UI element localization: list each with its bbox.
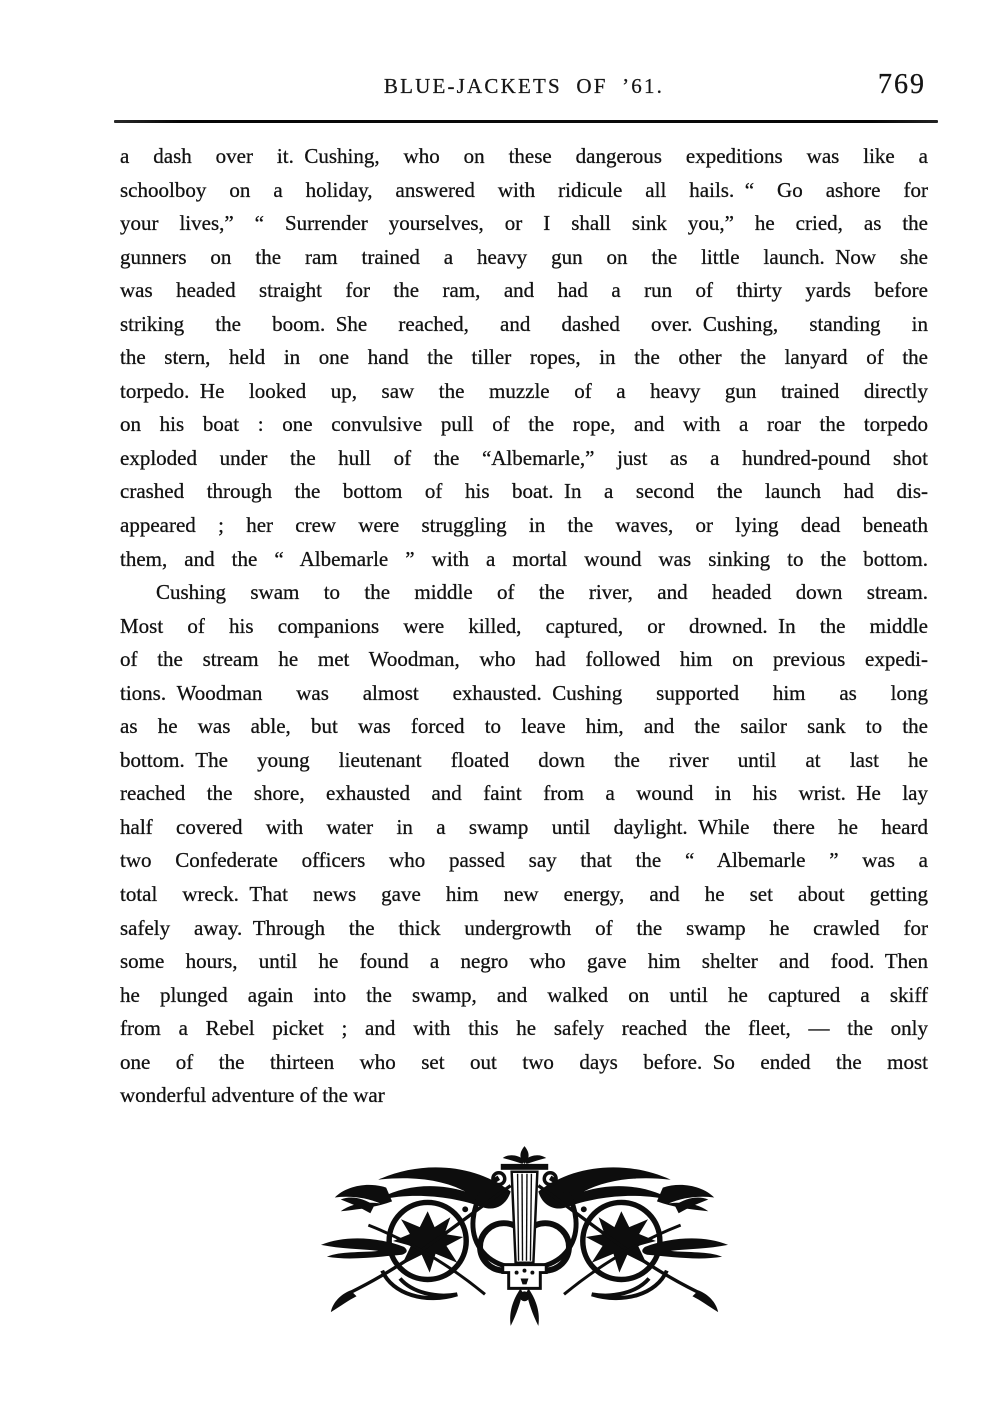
text-line: he plunged again into the swamp, and walked on until he captured a skiff bbox=[120, 982, 928, 1007]
text-line: striking the boom. She reached, and dashed over. Cushing, standing in bbox=[120, 311, 928, 336]
text-line: Most of his companions were killed, captured, or drowned. In the middle bbox=[120, 613, 928, 638]
text-line: your lives,” “ Surrender yourselves, or I shall sink you,” he cried, as the bbox=[120, 211, 928, 236]
text-line: schoolboy on a holiday, answered with ridicule all hails. “ Go ashore for bbox=[120, 177, 928, 202]
text-line: gunners on the ram trained a heavy gun on the little launch. Now she bbox=[120, 244, 928, 269]
header-rule bbox=[114, 120, 938, 123]
text-line: crashed through the bottom of his boat. In a second the launch had dis- bbox=[120, 479, 928, 504]
text-line: reached the shore, exhausted and faint from a wound in his wrist. He lay bbox=[120, 781, 928, 806]
page-header bbox=[120, 69, 928, 108]
tailpiece-ornament bbox=[120, 1146, 928, 1328]
text-line: Cushing swam to the middle of the river, and headed down stream. bbox=[156, 580, 928, 605]
text-line: tions. Woodman was almost exhausted. Cushing supported him as long bbox=[120, 680, 928, 705]
text-line: on his boat : one convulsive pull of the rope, and with a roar the torpedo bbox=[120, 412, 928, 437]
running-title: BLUE-JACKETS OF ’61. bbox=[383, 74, 665, 98]
text-line: of the stream he met Woodman, who had followed him on previous expedi- bbox=[120, 647, 928, 672]
text-line: the stern, held in one hand the tiller ropes, in the other the lanyard of the bbox=[120, 345, 928, 370]
text-line: from a Rebel picket ; and with this he safely reached the fleet, — the only bbox=[120, 1016, 928, 1041]
page-number: 769 bbox=[878, 69, 926, 100]
text-line: appeared ; her crew were struggling in the waves, or lying dead beneath bbox=[120, 513, 928, 538]
text-line: two Confederate officers who passed say that the “ Albemarle ” was a bbox=[120, 848, 928, 873]
text-line: a dash over it. Cushing, who on these dangerous expeditions was like a bbox=[120, 144, 928, 168]
text-line: as he was able, but was forced to leave him, and the sailor sank to the bbox=[120, 714, 928, 739]
text-line: them, and the “ Albemarle ” with a mortal wound was sinking to the bottom. bbox=[120, 546, 928, 571]
text-line: exploded under the hull of the “Albemarle,” just as a hundred-pound shot bbox=[120, 445, 928, 470]
text-line: bottom. The young lieutenant floated down the river until at last he bbox=[120, 747, 928, 772]
text-line: wonderful adventure of the war bbox=[120, 1083, 385, 1108]
text-line: safely away. Through the thick undergrowth of the swamp he crawled for bbox=[120, 915, 928, 940]
text-line: some hours, until he found a negro who gave him shelter and food. Then bbox=[120, 949, 928, 974]
text-line: one of the thirteen who set out two days before. So ended the most bbox=[120, 1049, 928, 1074]
text-line: torpedo. He looked up, saw the muzzle of a heavy gun trained directly bbox=[120, 378, 928, 403]
text-line: was headed straight for the ram, and had a run of thirty yards before bbox=[120, 278, 928, 303]
page-text bbox=[120, 140, 928, 1113]
text-line: half covered with water in a swamp until daylight. While there he heard bbox=[120, 814, 928, 839]
text-line: total wreck. That news gave him new energy, and he set about getting bbox=[120, 882, 928, 907]
lyre-foliage-ornament-icon bbox=[317, 1146, 732, 1328]
